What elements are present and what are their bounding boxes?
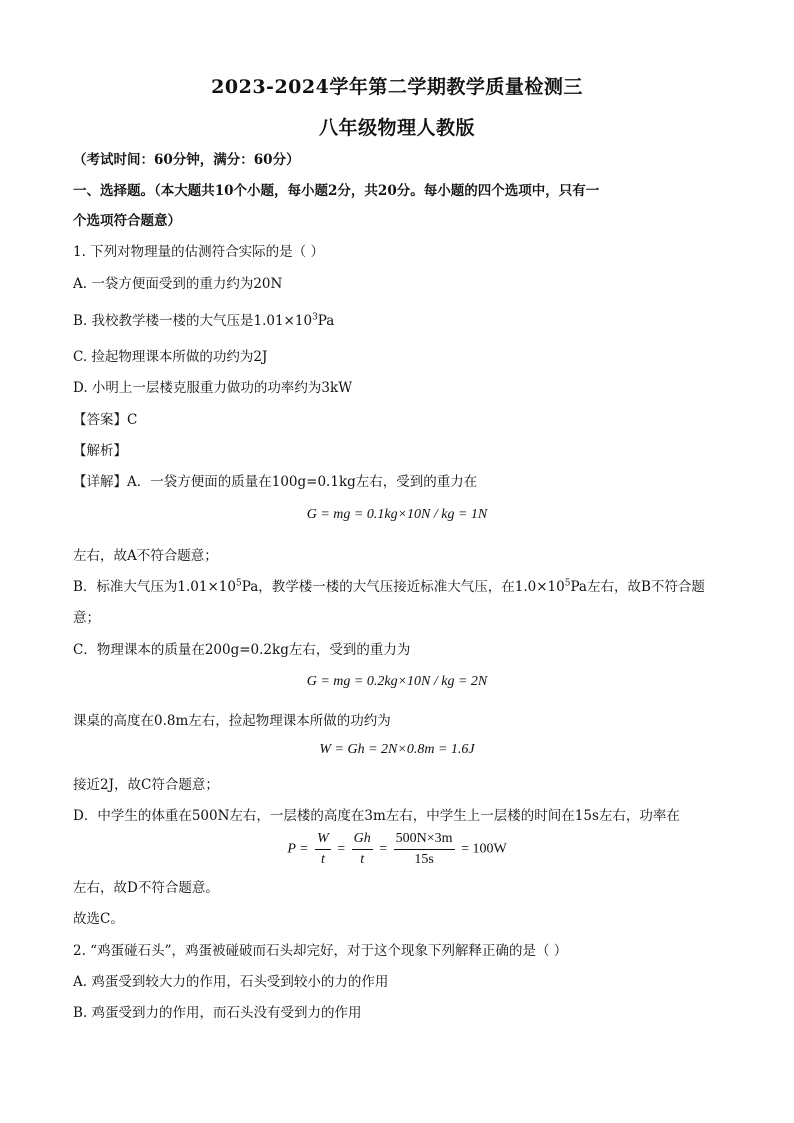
eq-d-frac-2 — [352, 829, 373, 870]
q1-option-b-text: B. 我校教学楼一楼的大气压是1.01×10 — [73, 313, 313, 329]
q1-detail-b-cont: 意； — [73, 610, 100, 626]
eq-d-frac-2-den: t — [360, 852, 365, 867]
q1-option-c: C. 捡起物理课本所做的功约为2J — [73, 349, 268, 365]
section-heading-cont: 个选项符合题意） — [73, 213, 181, 229]
q1-equation-a: G = mg = 0.1kg×10N / kg = 1N — [306, 507, 488, 522]
exam-info: （考试时间：60分钟，满分：60分） — [73, 152, 300, 168]
q1-equation-c2: W = Gh = 2N×0.8m = 1.6J — [319, 742, 475, 757]
q1-detail-d2: 左右，故D不符合题意。 — [73, 880, 219, 896]
eq-d-frac-1 — [315, 829, 331, 870]
q1-detail-c2: 课桌的高度在0.8m左右，捡起物理课本所做的功约为 — [73, 713, 391, 729]
eq-d-lhs: P = — [287, 841, 309, 857]
q1-equation-c1: G = mg = 0.2kg×10N / kg = 2N — [306, 674, 488, 689]
eq-d-frac-1-num: W — [315, 829, 331, 850]
q2-option-b: B. 鸡蛋受到力的作用，而石头没有受到力的作用 — [73, 1005, 362, 1021]
q1-detail-b-exp1: 5 — [235, 578, 242, 589]
eq-d-frac-3-num: 500N×3m — [394, 829, 455, 850]
q1-detail-b-text3: Pa左右，故B不符合题 — [570, 579, 705, 595]
q1-detail-a: 【详解】A．一袋方便面的质量在100g=0.1kg左右，受到的重力在 — [73, 474, 478, 490]
eq-d-equals-2: = — [379, 841, 388, 857]
q1-option-b-exponent: 3 — [312, 312, 318, 323]
q1-option-b — [73, 311, 723, 331]
q1-detail-d: D．中学生的体重在500N左右，一层楼的高度在3m左右，中学生上一层楼的时间在15s左右，功率在 — [73, 808, 680, 824]
q2-stem: 2. “鸡蛋碰石头”，鸡蛋被碰破而石头却完好，对于这个现象下列解释正确的是（ ） — [73, 943, 568, 959]
q1-detail-c: C．物理课本的质量在200g=0.2kg左右，受到的重力为 — [73, 642, 411, 658]
eq-d-equals-1: = — [337, 841, 346, 857]
q1-detail-b-text2: Pa，教学楼一楼的大气压接近标准大气压，在1.0×10 — [241, 579, 565, 595]
eq-d-frac-3 — [394, 829, 455, 870]
q1-detail-b — [73, 577, 723, 597]
q1-after-eq-a: 左右，故A不符合题意； — [73, 548, 218, 564]
q1-answer-tag: 【答案】C — [73, 412, 138, 428]
eq-d-frac-2-num: Gh — [352, 829, 373, 850]
q1-option-a: A. 一袋方便面受到的重力约为20N — [73, 276, 283, 292]
q2-option-a: A. 鸡蛋受到较大力的作用，石头受到较小的力的作用 — [73, 974, 389, 990]
q1-conclusion: 故选C。 — [73, 911, 124, 927]
q1-equation-d — [0, 829, 794, 870]
q1-stem: 1. 下列对物理量的估测符合实际的是（ ） — [73, 244, 324, 260]
eq-d-frac-3-den: 15s — [414, 852, 434, 867]
q1-detail-b-exp2: 5 — [564, 578, 571, 589]
q1-analysis-tag: 【解析】 — [73, 443, 127, 459]
eq-d-rhs: = 100W — [461, 841, 507, 857]
q1-detail-c3: 接近2J，故C符合题意； — [73, 777, 219, 793]
exam-title: 2023-2024学年第二学期教学质量检测三 — [211, 76, 583, 98]
eq-d-frac-1-den: t — [320, 852, 325, 867]
section-heading: 一、选择题。（本大题共10个小题，每小题2分，共20分。每小题的四个选项中，只有一 — [73, 183, 600, 199]
q1-detail-b-text1: B．标准大气压为1.01×10 — [73, 579, 236, 595]
q1-option-b-unit: Pa — [317, 313, 335, 329]
exam-subtitle: 八年级物理人教版 — [318, 117, 475, 139]
q1-option-d: D. 小明上一层楼克服重力做功的功率约为3kW — [73, 380, 353, 396]
